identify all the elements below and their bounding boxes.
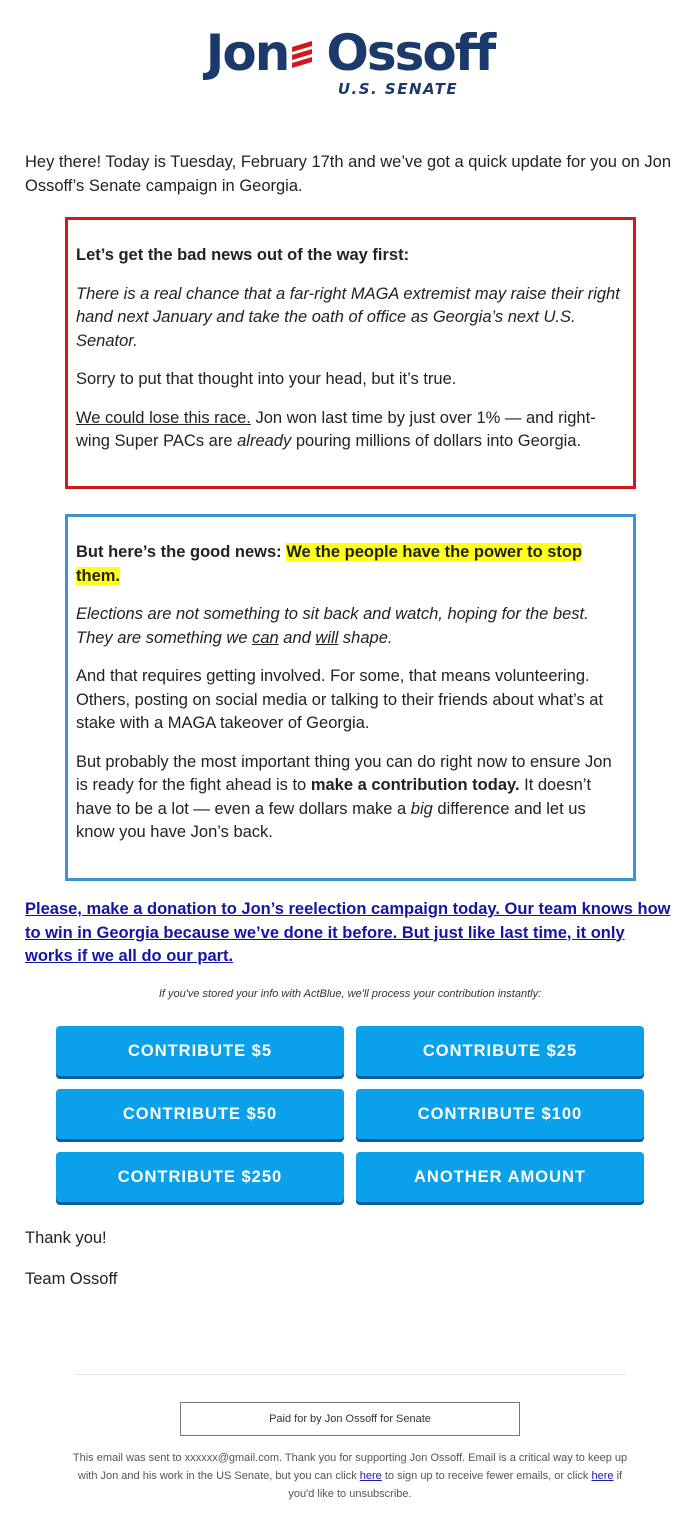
good-news-box (65, 514, 636, 881)
donate-link[interactable]: Please, make a donation to Jon’s reelection campaign today. Our team knows how to win in Georgia because we’ve done it before. But just like last time, it only works if we all do our part. (25, 900, 671, 965)
logo-first-name: Jon (205, 24, 289, 82)
campaign-logo (0, 24, 700, 98)
contribute-250-button[interactable]: CONTRIBUTE $250 (56, 1152, 344, 1202)
fewer-emails-link[interactable]: here (359, 1470, 382, 1482)
contribute-50-button[interactable]: CONTRIBUTE $50 (56, 1089, 344, 1139)
bad-news-heading: Let’s get the bad news out of the way first: (76, 246, 410, 264)
contribute-100-button[interactable]: CONTRIBUTE $100 (356, 1089, 644, 1139)
good-news-para3: But probably the most important thing you can do right now to ensure Jon is ready for the fight ahead is to make a contribution today. It doesn’t have to be a lot — even a few dollars make a big difference and let us know you have Jon’s back. (76, 752, 612, 841)
footer-divider (75, 1374, 625, 1375)
paid-for-disclaimer: Paid for by Jon Ossoff for Senate (180, 1402, 520, 1436)
bad-news-box (65, 217, 636, 489)
bad-news-para2: Sorry to put that thought into your head, but it’s true. (76, 370, 457, 388)
actblue-note: If you've stored your info with ActBlue, we'll process your contribution instantly: (158, 988, 542, 1000)
bad-news-para3: We could lose this race. Jon won last time by just over 1% — and right-wing Super PACs are already pouring millions of dollars into Georgia. (76, 408, 596, 450)
good-news-para2: And that requires getting involved. For some, that means volunteering. Others, posting on social media or talking to their friends about what’s at stake with a MAGA takeover of Georgia. (76, 667, 604, 732)
good-news-heading: But here’s the good news: We the people have the power to stop them. (76, 543, 583, 585)
logo-last-name: Ossoff (326, 24, 495, 82)
highlighted-text: We the people have the power to stop them. (76, 543, 583, 585)
footer-text: This email was sent to xxxxxx@gmail.com. Thank you for supporting Jon Ossoff. Email is a critical way to keep up with Jon and his work in the US Senate, but you can click here to sign up to receive fewer emails, or click here if you'd like to unsubscribe. (72, 1452, 628, 1500)
logo-subtitle: U.S. SENATE (337, 80, 459, 98)
contribute-25-button[interactable]: CONTRIBUTE $25 (356, 1026, 644, 1076)
flag-stripes-icon (290, 33, 324, 73)
bad-news-italic: There is a real chance that a far-right MAGA extremist may raise their right hand next January and take the oath of office as Georgia’s next U.S. Senator. (76, 284, 620, 350)
thank-you-text: Thank you! (25, 1229, 107, 1247)
another-amount-button[interactable]: ANOTHER AMOUNT (356, 1152, 644, 1202)
contribute-5-button[interactable]: CONTRIBUTE $5 (56, 1026, 344, 1076)
good-news-italic: Elections are not something to sit back and watch, hoping for the best. They are something we can and will shape. (76, 605, 589, 647)
team-signature: Team Ossoff (25, 1270, 118, 1288)
unsubscribe-link[interactable]: here (591, 1470, 614, 1482)
intro-text: Hey there! Today is Tuesday, February 17th and we’ve got a quick update for you on Jon Ossoff’s Senate campaign in Georgia. (25, 153, 672, 195)
